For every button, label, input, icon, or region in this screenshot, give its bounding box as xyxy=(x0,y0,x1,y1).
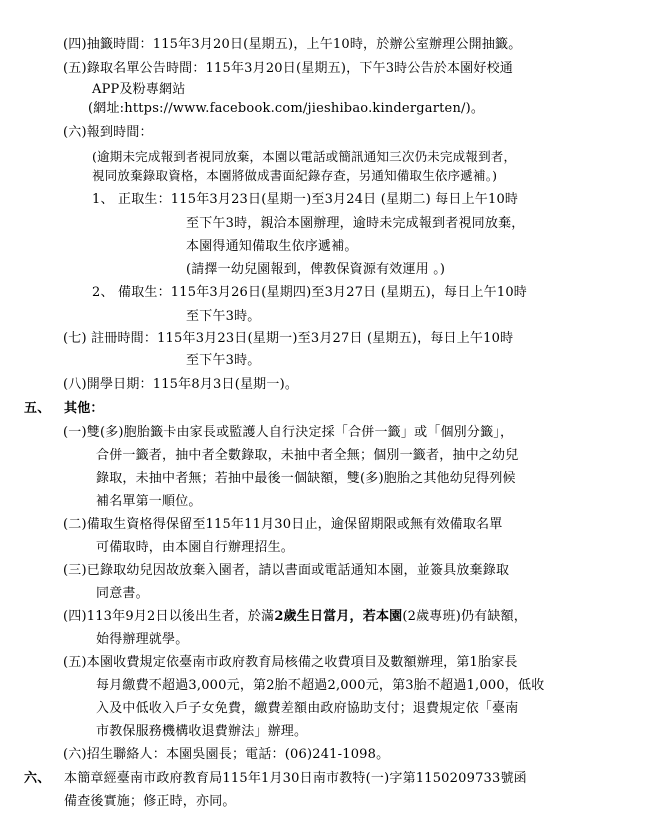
twins-rule-line-4: 補名單第一順位。 xyxy=(96,494,202,509)
report-note-line-1: (逾期未完成報到者視同放棄，本園以電話或簡訊通知三次仍未完成報到者， xyxy=(92,149,517,164)
withdraw-rule-line-1: (三)已錄取幼兒因故放棄入園者，請以書面或電話通知本園，並簽具放棄錄取 xyxy=(63,563,510,578)
fee-rule-line-1: (五)本園收費規定依臺南市政府教育局核備之收費項目及數額辦理，第1胎家長 xyxy=(63,655,518,670)
twins-rule-line-2: 合併一籤者，抽中者全數錄取，未抽中者全無；個別一籤者，抽中之幼兒 xyxy=(96,448,519,463)
age-rule-text-b: (2歲專班)仍有缺額， xyxy=(402,609,527,624)
waitlist-rule-line-2: 可備取時，由本園自行辦理招生。 xyxy=(96,540,295,555)
section-5-heading: 其他： xyxy=(64,401,104,416)
fee-rule-line-4: 市教保服務機構收退費辦法」辦理。 xyxy=(96,724,308,739)
announcement-time-line-1: (五)錄取名單公告時間：115年3月20日(星期五)，下午3時公告於本園好校通 xyxy=(63,61,513,76)
section-6-line-2: 備查後實施；修正時，亦同。 xyxy=(64,794,236,809)
contact-info: (六)招生聯絡人：本園吳園長；電話：(06)241-1098。 xyxy=(63,747,390,762)
twins-rule-line-1: (一)雙(多)胞胎籤卡由家長或監護人自行決定採「合併一籤」或「個別分籤」， xyxy=(63,425,514,440)
announcement-website-link[interactable]: (網址:https://www.facebook.com/jieshibao.kindergarten/)。 xyxy=(88,101,485,116)
regular-admission-line-2: 至下午3時，親洽本園辦理，逾時未完成報到者視同放棄， xyxy=(186,216,525,231)
report-note-line-2: 視同放棄錄取資格，本園將做成書面紀錄存查，另通知備取生依序遞補。) xyxy=(92,168,498,183)
fee-rule-line-3: 入及中低收入戶子女免費，繳費差額由政府協助支付；退費規定依「臺南 xyxy=(96,701,519,716)
regular-admission-line-3: 本園得通知備取生依序遞補。 xyxy=(186,239,358,254)
age-rule-text-a: (四)113年9月2日以後出生者，於滿 xyxy=(63,609,275,624)
opening-date: (八)開學日期：115年8月3日(星期一)。 xyxy=(63,377,299,392)
section-5-number: 五、 xyxy=(24,401,51,416)
waitlist-rule-line-1: (二)備取生資格得保留至115年11月30日止，逾保留期限或無有效備取名單 xyxy=(63,517,503,532)
lottery-time: (四)抽籤時間：115年3月20日(星期五)，上午10時，於辦公室辦理公開抽籤。 xyxy=(63,37,522,52)
age-rule-line-1 xyxy=(63,609,527,625)
waitlist-admission-line-1: 2、 備取生：115年3月26日(星期四)至3月27日 (星期五)，每日上午10時 xyxy=(92,285,528,300)
waitlist-admission-line-2: 至下午3時。 xyxy=(186,309,261,324)
regular-admission-line-1: 1、 正取生：115年3月23日(星期一)至3月24日 (星期二) 每日上午10時 xyxy=(92,192,519,207)
withdraw-rule-line-2: 同意書。 xyxy=(96,586,149,601)
registration-time-line-2: 至下午3時。 xyxy=(186,353,261,368)
section-6-number: 六、 xyxy=(24,771,51,786)
fee-rule-line-2: 每月繳費不超過3,000元，第2胎不超過2,000元，第3胎不超過1,000，低收 xyxy=(96,678,545,693)
age-rule-text-bold: 2歲生日當月，若本園 xyxy=(274,609,403,624)
announcement-time-line-2: APP及粉專網站 xyxy=(92,82,186,97)
registration-time-line-1: (七) 註冊時間：115年3月23日(星期一)至3月27日 (星期五)，每日上午10時 xyxy=(63,331,514,346)
regular-admission-line-4: (請擇一幼兒園報到，俾教保資源有效運用 。) xyxy=(186,262,446,277)
section-6-line-1: 本簡章經臺南市政府教育局115年1月30日南市教特(一)字第1150209733號函 xyxy=(64,771,527,786)
report-time-title: (六)報到時間： xyxy=(63,125,153,140)
twins-rule-line-3: 錄取，未抽中者無；若抽中最後一個缺額，雙(多)胞胎之其他幼兒得列候 xyxy=(96,471,516,486)
age-rule-line-2: 始得辦理就學。 xyxy=(96,632,189,647)
